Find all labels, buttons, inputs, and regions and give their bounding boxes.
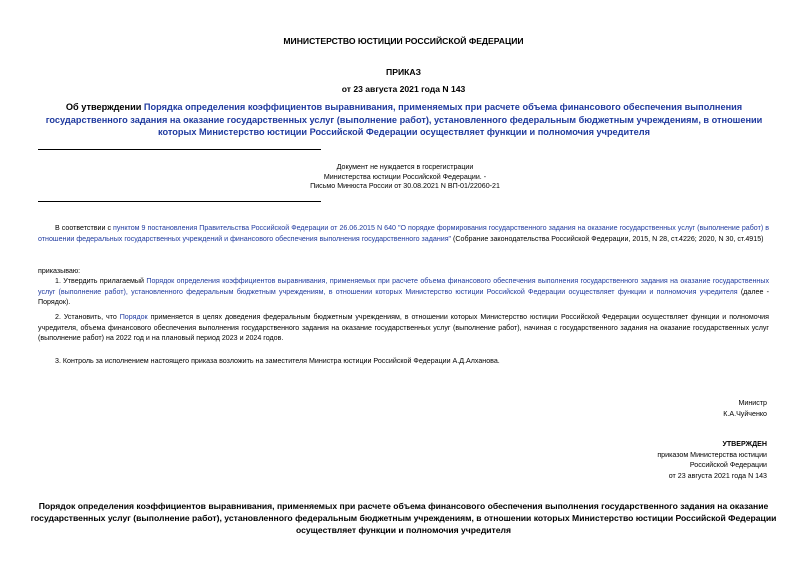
registration-note [270,163,540,192]
paragraph-item-1 [38,276,769,308]
divider-bottom [38,201,321,202]
document-title [34,101,774,139]
p4-prefix: 2. Установить, что [55,313,120,321]
p3-suffix: (далее - Порядок). [38,287,770,307]
paragraph-item-3: 3. Контроль за исполнением настоящего приказа возложить на заместителя Министра юстиции Российской Федерации А.Д.Алханова. [55,357,500,365]
signature-name: К.А.Чуйченко [723,409,767,418]
decree-link[interactable]: пунктом 9 постановления Правительства Российской Федерации от 26.06.2015 N 640 "О порядке формирования государственного задания на оказание государственных услуг (выполнение работ) в отношении федеральных государственных учреждений и финансового обеспечения выполнения государственного задания" [38,224,769,243]
p1-suffix: (Собрание законодательства Российской Федерации, 2015, N 28, ст.4226; 2020, N 30, ст.4915) [451,234,764,243]
section-title: Порядок определения коэффициентов выравнивания, применяемых при расчете объема финансового обеспечения выполнения государственного задания на оказание государственных услуг (выполнение работ), установленного федеральным бюджетным учреждениям, в отношении которых Министерство юстиции Российской Федерации осуществляет функции и полномочия учредителя [30,501,777,535]
title-link[interactable]: Порядка определения коэффициентов выравнивания, применяемых при расчете объема финансового обеспечения выполнения государственного задания на оказание государственных услуг (выполнение работ), установленного федеральным бюджетным учреждениям, в отношении которых Министерство юстиции Российской Федерации осуществляет функции и полномочия учредителя [45,102,763,137]
signature-position: Министр [738,399,767,407]
signature-block [723,398,767,419]
approval-heading: УТВЕРЖДЕН [722,440,767,448]
note-line-2: Министерства юстиции Российской Федерации. - [323,172,487,181]
paragraph-order: приказываю: [38,267,81,275]
note-line-1: Документ не нуждается в госрегистрации [336,163,474,171]
p3-prefix: 1. Утвердить прилагаемый [55,277,147,285]
approval-block [657,439,767,482]
paragraph-item-2 [38,312,769,344]
order-date: от 23 августа 2021 года N 143 [341,84,466,94]
title-prefix: Об утверждении [65,102,144,112]
divider-top [38,149,321,150]
procedure-short-link[interactable]: Порядок [119,313,148,321]
paragraph-basis [38,223,769,244]
order-heading: ПРИКАЗ [386,67,421,77]
ministry-heading: МИНИСТЕРСТВО ЮСТИЦИИ РОССИЙСКОЙ ФЕДЕРАЦИИ [283,36,524,46]
approval-line-3: от 23 августа 2021 года N 143 [668,472,767,481]
procedure-link[interactable]: Порядок определения коэффициентов выравнивания, применяемых при расчете объема финансового обеспечения выполнения государственного задания на оказание государственных услуг (выполнение работ), установленного федеральным бюджетным учреждениям, в отношении которых Министерство юстиции Российской Федерации осуществляет функции и полномочия учредителя [38,277,769,296]
approval-line-1: приказом Министерства юстиции [657,450,767,459]
p1-prefix: В соответствии с [55,224,114,232]
note-line-3: Письмо Минюста России от 30.08.2021 N ВП-01/22060-21 [310,182,500,191]
p4-suffix: применяется в целях доведения федеральным бюджетным учреждениям, в отношении которых Министерство юстиции Российской Федерации осуществляет функции и полномочия учредителя, объема финансового обеспечения выполнения государственного задания на оказание государственных услуг (выполнение работ), начиная с государственного задания на оказание государственных услуг (выполнение работ) на 2022 год и на плановый период 2023 и 2024 годов. [38,313,769,343]
approval-line-2: Российской Федерации [689,461,767,470]
